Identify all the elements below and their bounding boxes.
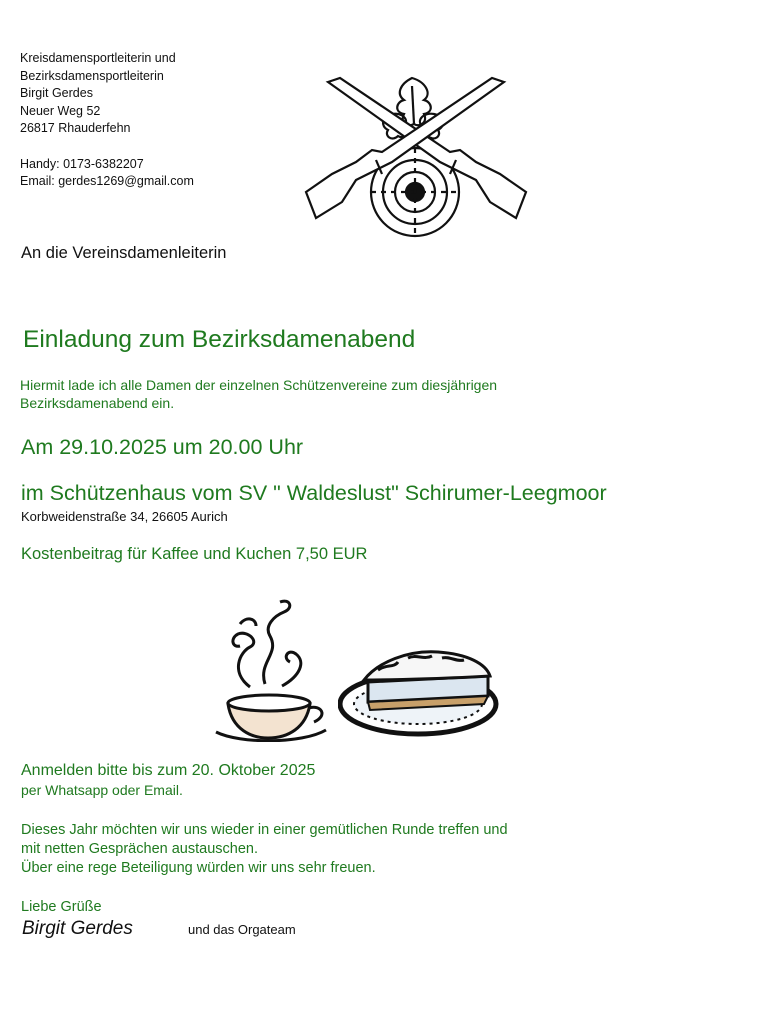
registration-deadline: Anmelden bitte bis zum 20. Oktober 2025 (21, 762, 316, 779)
sender-block (20, 50, 194, 191)
intro-line-1: Hiermit lade ich alle Damen der einzelnen Schützenvereine zum diesjährigen (20, 377, 498, 393)
crossed-rifles-target-emblem (300, 70, 532, 238)
sender-email: Email: gerdes1269@gmail.com (20, 174, 194, 189)
event-address: Korbweidenstraße 34, 26605 Aurich (21, 509, 228, 524)
pie-slice-icon (338, 640, 500, 740)
message-line-2: mit netten Gesprächen austauschen. (21, 841, 258, 857)
sender-title-1: Kreisdamensportleiterin und (20, 51, 176, 65)
message-body (21, 821, 508, 878)
event-date: Am 29.10.2025 um 20.00 Uhr (21, 435, 304, 459)
recipient-line: An die Vereinsdamenleiterin (21, 244, 227, 262)
message-line-1: Dieses Jahr möchten wir uns wieder in einer gemütlichen Runde treffen und (21, 822, 508, 838)
signature: Birgit Gerdes (22, 918, 133, 939)
event-venue: im Schützenhaus vom SV " Waldeslust" Schirumer-Leegmoor (21, 481, 607, 505)
orga-team: und das Orgateam (188, 922, 296, 937)
sender-phone: Handy: 0173-6382207 (20, 156, 144, 171)
event-cost: Kostenbeitrag für Kaffee und Kuchen 7,50 EUR (21, 545, 368, 563)
intro-line-2: Bezirksdamenabend ein. (20, 395, 175, 411)
sender-name: Birgit Gerdes (20, 86, 93, 101)
invitation-intro (20, 376, 497, 412)
message-line-3: Über eine rege Beteiligung würden wir uns sehr freuen. (21, 860, 376, 876)
sender-city: 26817 Rhauderfehn (20, 121, 131, 136)
closing-greeting: Liebe Grüße (21, 899, 102, 915)
sender-title-2: Bezirksdamensportleiterin (20, 68, 164, 83)
registration-method: per Whatsapp oder Email. (21, 782, 183, 798)
sender-street: Neuer Weg 52 (20, 103, 101, 118)
coffee-cup-icon (210, 592, 330, 742)
invitation-title: Einladung zum Bezirksdamenabend (23, 326, 416, 353)
